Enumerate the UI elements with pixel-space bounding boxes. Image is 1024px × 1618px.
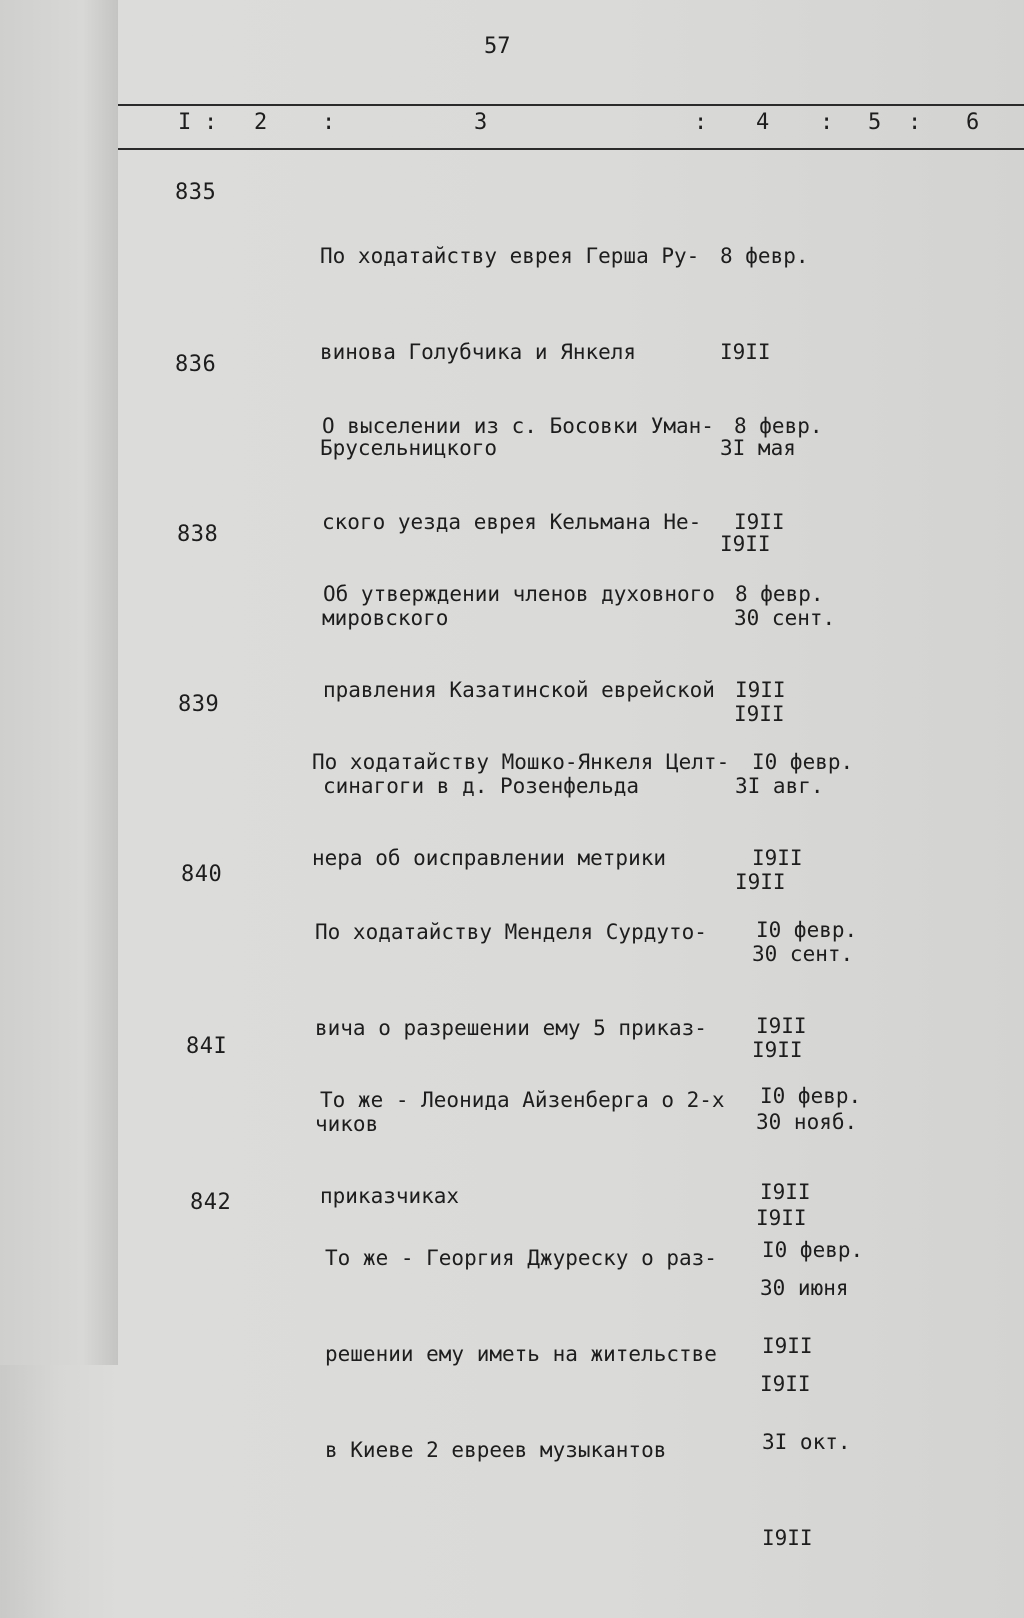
page-gutter — [0, 0, 118, 1365]
column-header-4: 4 — [756, 110, 770, 135]
start-year: I9II — [735, 678, 786, 702]
end-year: I9II — [720, 532, 771, 556]
start-year: I9II — [734, 510, 785, 534]
column-header-2: 2 — [254, 110, 268, 135]
header-rule-bottom — [118, 148, 1024, 150]
column-separator: : — [322, 110, 336, 135]
end-date: 30 сент. — [734, 606, 836, 630]
end-date: 3I авг. — [735, 774, 824, 798]
column-header-6: 6 — [966, 110, 980, 135]
start-date: I0 февр. — [752, 750, 854, 774]
start-year: I9II — [756, 1014, 807, 1038]
start-year: I9II — [752, 846, 803, 870]
description-line: То же - Леонида Айзенберга о 2-х — [320, 1088, 725, 1112]
entry-dates — [762, 1170, 863, 1618]
column-header-5: 5 — [868, 110, 882, 135]
description-line: нера об оисправлении метрики — [312, 846, 667, 870]
start-date: 8 февр. — [735, 582, 824, 606]
description-line: решении ему иметь на жительстве — [325, 1342, 717, 1366]
column-separator: : — [908, 110, 922, 135]
start-date: 8 февр. — [734, 414, 823, 438]
page-number: 57 — [484, 34, 511, 59]
description-line: мировского — [322, 606, 449, 630]
description-line: По ходатайству Менделя Сурдуто- — [315, 920, 707, 944]
entry-number: 836 — [175, 352, 217, 377]
entry-description — [325, 1178, 717, 1530]
description-line: По ходатайству Мошко-Янкеля Целт- — [312, 750, 730, 774]
description-line: приказчиках — [320, 1184, 460, 1208]
start-date: I0 февр. — [756, 918, 858, 942]
end-year: I9II — [752, 1038, 803, 1062]
entry-number: 840 — [181, 862, 223, 887]
start-date: 8 февр. — [720, 244, 809, 268]
end-date: 30 нояб. — [756, 1110, 858, 1134]
description-line: в Киеве 2 евреев музыкантов — [325, 1438, 667, 1462]
end-date: 30 июня — [760, 1276, 849, 1300]
entry-number: 835 — [175, 180, 217, 205]
column-separator: : — [694, 110, 708, 135]
start-date: I0 февр. — [760, 1084, 862, 1108]
description-line: синагоги в д. Розенфельда — [323, 774, 640, 798]
column-separator: : — [820, 110, 834, 135]
end-year: I9II — [735, 870, 786, 894]
description-line: винова Голубчика и Янкеля — [320, 340, 637, 364]
start-year: I9II — [760, 1180, 811, 1204]
description-line: вича о разрешении ему 5 приказ- — [315, 1016, 707, 1040]
start-year: I9II — [720, 340, 771, 364]
description-line: чиков — [315, 1112, 379, 1136]
end-date: 3I окт. — [762, 1430, 851, 1454]
entry-number: 839 — [178, 692, 220, 717]
description-line: Об утверждении членов духовного — [323, 582, 715, 606]
entry-number: 84I — [186, 1034, 228, 1059]
description-line: правления Казатинской еврейской — [323, 678, 715, 702]
description-line: То же - Георгия Джуреску о раз- — [325, 1246, 717, 1270]
start-year: I9II — [762, 1334, 813, 1358]
entry-number: 838 — [177, 522, 219, 547]
description-line: Брусельницкого — [320, 436, 498, 460]
end-date: 30 сент. — [752, 942, 854, 966]
header-rule-top — [118, 104, 1024, 106]
column-separator: : — [204, 110, 218, 135]
end-year: I9II — [762, 1526, 813, 1550]
column-header-3: 3 — [474, 110, 488, 135]
start-date: I0 февр. — [762, 1238, 864, 1262]
description-line: О выселении из с. Босовки Уман- — [322, 414, 714, 438]
end-year: I9II — [760, 1372, 811, 1396]
description-line: По ходатайству еврея Герша Ру- — [320, 244, 700, 268]
end-date: 3I мая — [720, 436, 796, 460]
end-year: I9II — [734, 702, 785, 726]
column-header-1: I — [178, 110, 192, 135]
description-line: ского уезда еврея Кельмана Не- — [322, 510, 702, 534]
entry-number: 842 — [190, 1190, 232, 1215]
end-year: I9II — [756, 1206, 807, 1230]
